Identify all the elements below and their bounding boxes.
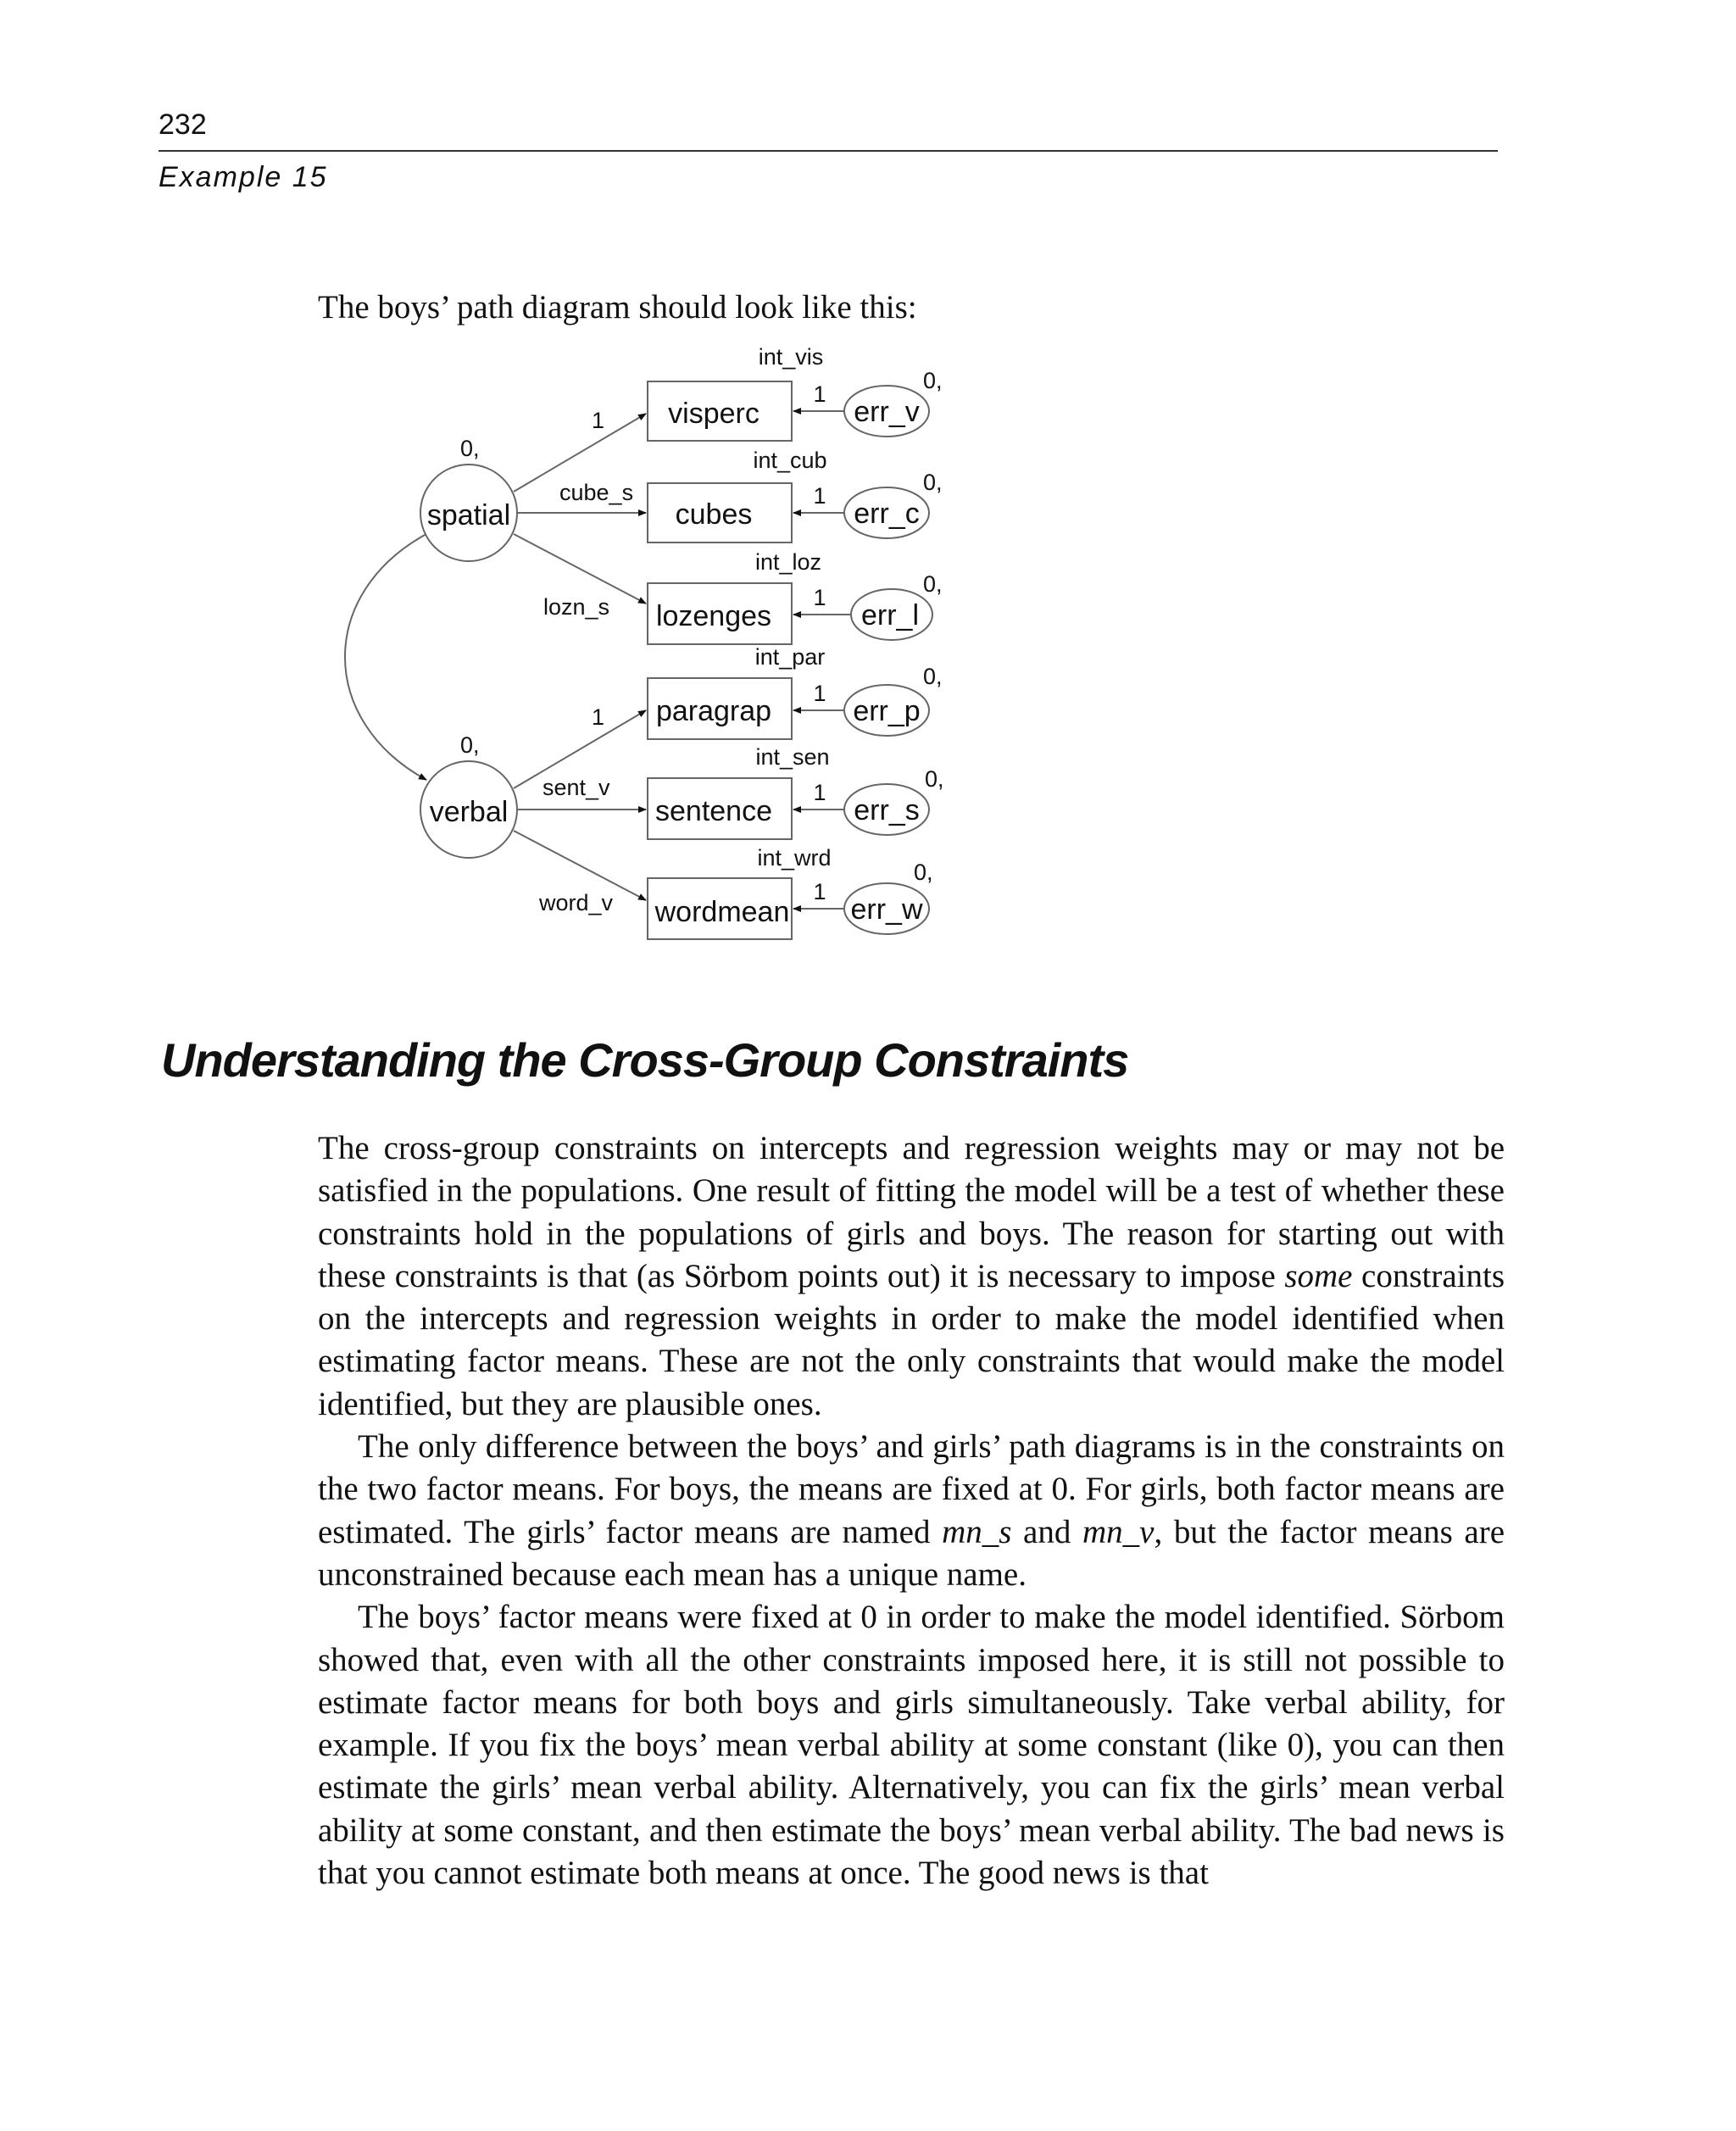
error-sentence-label: err_s bbox=[854, 794, 920, 826]
loading-label-sentence: sent_v bbox=[542, 775, 610, 800]
error-wordmean-label: err_w bbox=[850, 893, 923, 926]
observed-sentence-label: sentence bbox=[655, 795, 772, 827]
intercept-visperc: int_vis bbox=[758, 344, 824, 370]
observed-cubes-label: cubes bbox=[675, 498, 753, 531]
error-weight-visperc: 1 bbox=[813, 381, 826, 407]
loading-label-visperc: 1 bbox=[592, 408, 605, 433]
error-lozenges-label: err_l bbox=[860, 599, 920, 632]
error-mean-cubes: 0, bbox=[923, 470, 943, 495]
observed-paragrap-label: paragrap bbox=[655, 695, 772, 727]
error-mean-lozenges: 0, bbox=[923, 571, 943, 597]
error-weight-wordmean: 1 bbox=[813, 879, 826, 904]
error-paragrap-label: err_p bbox=[853, 695, 921, 727]
error-mean-visperc: 0, bbox=[923, 368, 943, 393]
error-mean-sentence: 0, bbox=[925, 766, 944, 792]
path-diagram bbox=[0, 0, 1736, 983]
paragraph-3: The boys’ factor means were fixed at 0 in order to make the model identified. Sörbom showed that, even with all the other constraints imposed here, it is still not possible to estimate factor means for both boys and girls simultaneously. Take verbal ability, for example. If you fix the boys’ mean verbal ability at some constant (like 0), you can then estimate the girls’ mean verbal ability. Alternatively, you can fix the girls’ mean verbal ability at some constant, and then estimate the boys’ mean verbal ability. The bad news is that you cannot estimate both means at once. The good news is that bbox=[318, 1599, 1505, 1892]
error-cubes-label: err_c bbox=[854, 498, 920, 530]
error-weight-sentence: 1 bbox=[813, 780, 826, 805]
section-heading: Understanding the Cross-Group Constraints bbox=[161, 1033, 1129, 1087]
error-mean-paragrap: 0, bbox=[923, 664, 943, 689]
observed-wordmean-label: wordmean bbox=[654, 896, 790, 928]
page-number: 232 bbox=[159, 108, 207, 141]
intercept-sentence: int_sen bbox=[755, 744, 830, 770]
loading-label-wordmean: word_v bbox=[539, 890, 614, 915]
running-title: Example 15 bbox=[159, 161, 328, 193]
latent-verbal-label: verbal bbox=[429, 796, 509, 828]
latent-verbal-mean: 0, bbox=[460, 732, 480, 758]
error-visperc-label: err_v bbox=[854, 396, 920, 428]
latent-spatial-mean: 0, bbox=[460, 436, 480, 461]
loading-label-lozenges: lozn_s bbox=[543, 594, 610, 620]
covariance-arrow bbox=[345, 534, 426, 780]
error-weight-lozenges: 1 bbox=[813, 585, 826, 610]
intercept-wordmean: int_wrd bbox=[757, 845, 832, 871]
observed-lozenges-label: lozenges bbox=[655, 600, 772, 632]
section-body bbox=[318, 1127, 1505, 1895]
intro-text: The boys’ path diagram should look like this: bbox=[318, 289, 917, 325]
error-weight-cubes: 1 bbox=[813, 483, 826, 509]
loading-arrow-lozenges bbox=[514, 534, 646, 604]
observed-visperc-label: visperc bbox=[668, 398, 760, 430]
intercept-lozenges: int_loz bbox=[754, 549, 822, 575]
error-mean-wordmean: 0, bbox=[914, 860, 933, 885]
loading-label-paragrap: 1 bbox=[592, 704, 605, 730]
error-weight-paragrap: 1 bbox=[813, 681, 826, 706]
loading-label-cubes: cube_s bbox=[559, 480, 634, 505]
latent-spatial-label: spatial bbox=[426, 499, 511, 531]
intercept-paragrap: int_par bbox=[754, 644, 826, 670]
intercept-cubes: int_cub bbox=[753, 448, 827, 473]
paragraph-1: The cross-group constraints on intercepts and regression weights may or may not be satisfied in the populations. One result of fitting the model will be a test of whether these constraints hold in the populations of girls and boys. The reason for starting out with these constraints is that (as Sörbom points out) it is necessary to impose some constraints on the intercepts and regression weights in order to make the model identified when estimating factor means. These are not the only constraints that would make the model identified, but they are plausible ones. bbox=[318, 1130, 1505, 1422]
paragraph-2: The only difference between the boys’ and girls’ path diagrams is in the constraints on the two factor means. For boys, the means are fixed at 0. For girls, both factor means are estimated. The girls’ factor means are named mn_s and mn_v, but the factor means are unconstrained because each mean has a unique name. bbox=[318, 1428, 1505, 1593]
